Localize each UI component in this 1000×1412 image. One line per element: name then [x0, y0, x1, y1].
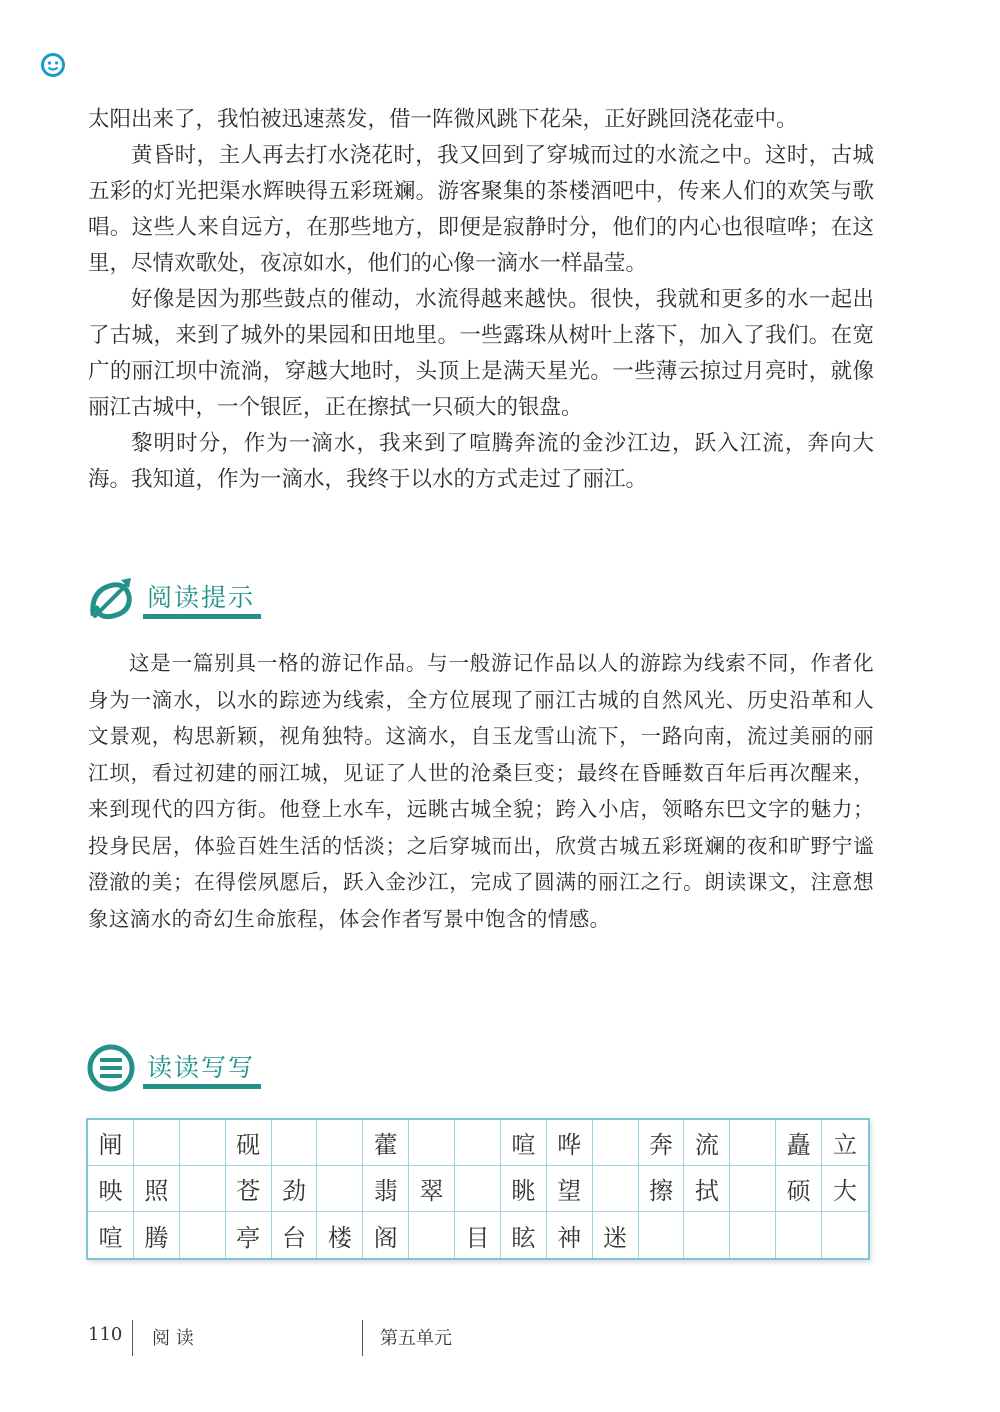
grid-cell: 立 [822, 1120, 868, 1166]
grid-cell: 翠 [409, 1166, 455, 1212]
reading-hint-underline [143, 614, 261, 619]
grid-cell: 擦 [639, 1166, 685, 1212]
grid-cell [180, 1120, 226, 1166]
grid-cell [455, 1120, 501, 1166]
grid-cell [180, 1166, 226, 1212]
grid-cell [593, 1120, 639, 1166]
character-grid-cells [88, 1120, 868, 1258]
grid-cell: 阁 [363, 1212, 409, 1258]
grid-cell [730, 1120, 776, 1166]
grid-cell: 奔 [639, 1120, 685, 1166]
reading-hint-title: 阅读提示 [147, 583, 256, 612]
smiley-icon [40, 52, 66, 78]
footer-section: 阅 读 [152, 1328, 194, 1349]
grid-cell [180, 1212, 226, 1258]
grid-cell: 照 [134, 1166, 180, 1212]
grid-cell: 哗 [547, 1120, 593, 1166]
grid-cell: 藿 [363, 1120, 409, 1166]
grid-cell: 迷 [593, 1212, 639, 1258]
grid-cell: 腾 [134, 1212, 180, 1258]
grid-cell: 闸 [88, 1120, 134, 1166]
grid-cell [639, 1212, 685, 1258]
grid-cell [134, 1120, 180, 1166]
grid-cell [684, 1212, 730, 1258]
page-number: 110 [88, 1324, 123, 1345]
grid-cell [409, 1212, 455, 1258]
grid-cell: 眺 [501, 1166, 547, 1212]
grid-cell: 亭 [226, 1212, 272, 1258]
grid-cell [776, 1212, 822, 1258]
grid-cell [317, 1120, 363, 1166]
grid-cell: 眩 [501, 1212, 547, 1258]
footer-divider [362, 1320, 363, 1356]
grid-cell [317, 1166, 363, 1212]
story-paragraph-1: 太阳出来了，我怕被迅速蒸发，借一阵微风跳下花朵，正好跳回浇花壶中。 [88, 107, 798, 132]
grid-cell: 目 [455, 1212, 501, 1258]
grid-cell [409, 1120, 455, 1166]
grid-cell: 流 [684, 1120, 730, 1166]
grid-cell: 台 [272, 1212, 318, 1258]
grid-cell [455, 1166, 501, 1212]
grid-cell: 喧 [501, 1120, 547, 1166]
grid-cell: 大 [822, 1166, 868, 1212]
grid-cell: 苍 [226, 1166, 272, 1212]
character-grid [86, 1118, 870, 1260]
footer-unit: 第五单元 [380, 1328, 452, 1349]
grid-cell [593, 1166, 639, 1212]
grid-cell: 硕 [776, 1166, 822, 1212]
grid-cell: 喧 [88, 1212, 134, 1258]
grid-cell: 矗 [776, 1120, 822, 1166]
story-paragraph-2: 黄昏时，主人再去打水浇花时，我又回到了穿城而过的水流之中。这时，古城五彩的灯光把渠水辉映得五彩斑斓。游客聚集的茶楼酒吧中，传来人们的欢笑与歌唱。这些人来自远方，在那些地方，即便是寂静时分，他们的内心也很喧哗；在这里，尽情欢歌处，夜凉如水，他们的心像一滴水一样晶莹。 [88, 143, 874, 276]
grid-cell: 拭 [684, 1166, 730, 1212]
story-paragraph-4: 黎明时分，作为一滴水，我来到了喧腾奔流的金沙江边，跃入江流，奔向大海。我知道，作为一滴水，我终于以水的方式走过了丽江。 [88, 431, 874, 492]
grid-cell: 神 [547, 1212, 593, 1258]
grid-cell [822, 1212, 868, 1258]
read-write-underline [143, 1084, 261, 1089]
reading-hint-icon [85, 572, 137, 624]
footer-divider [132, 1320, 133, 1356]
grid-cell: 劲 [272, 1166, 318, 1212]
grid-cell [272, 1120, 318, 1166]
grid-cell: 楼 [317, 1212, 363, 1258]
story-paragraph-3: 好像是因为那些鼓点的催动，水流得越来越快。很快，我就和更多的水一起出了古城，来到了城外的果园和田地里。一些露珠从树叶上落下，加入了我们。在宽广的丽江坝中流淌，穿越大地时，头顶上是满天星光。一些薄云掠过月亮时，就像丽江古城中，一个银匠，正在擦拭一只硕大的银盘。 [88, 287, 874, 420]
grid-cell [730, 1212, 776, 1258]
read-write-icon [85, 1042, 137, 1094]
grid-cell: 砚 [226, 1120, 272, 1166]
story-text [88, 102, 874, 498]
grid-cell: 翡 [363, 1166, 409, 1212]
grid-cell: 映 [88, 1166, 134, 1212]
reading-hint-paragraph: 这是一篇别具一格的游记作品。与一般游记作品以人的游踪为线索不同，作者化身为一滴水，以水的踪迹为线索，全方位展现了丽江古城的自然风光、历史沿革和人文景观，构思新颖，视角独特。这滴水，自玉龙雪山流下，一路向南，流过美丽的丽江坝，看过初建的丽江城，见证了人世的沧桑巨变；最终在昏睡数百年后再次醒来，来到现代的四方街。他登上水车，远眺古城全貌；跨入小店，领略东巴文字的魅力；投身民居，体验百姓生活的恬淡；之后穿城而出，欣赏古城五彩斑斓的夜和旷野宁谧澄澈的美；在得偿夙愿后，跃入金沙江，完成了圆满的丽江之行。朗读课文，注意想象这滴水的奇幻生命旅程，体会作者写景中饱含的情感。 [88, 651, 874, 931]
reading-hint-text [88, 645, 874, 937]
read-write-title: 读读写写 [147, 1053, 256, 1082]
grid-cell [730, 1166, 776, 1212]
grid-cell: 望 [547, 1166, 593, 1212]
